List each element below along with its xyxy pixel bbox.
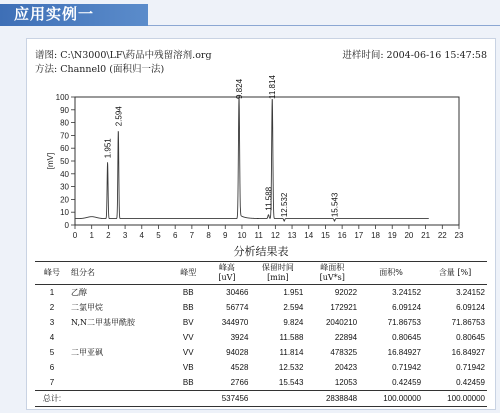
- table-cell: 总计:: [35, 391, 69, 407]
- y-tick-label: 60: [60, 144, 69, 154]
- x-tick-label: 19: [387, 231, 397, 240]
- method: 方法: Channel0 (面积归一法): [35, 64, 165, 75]
- table-cell: 4: [49, 333, 55, 342]
- results-table: [35, 261, 487, 407]
- table-cell: 15.543: [278, 378, 304, 387]
- x-tick-label: 5: [156, 231, 161, 240]
- table-row: [35, 315, 487, 330]
- table-cell: 5: [49, 348, 55, 357]
- column-header: 保留时间 [min]: [250, 262, 305, 285]
- table-cell: 56774: [226, 303, 249, 312]
- x-tick-label: 16: [337, 231, 347, 240]
- table-cell: VB: [182, 363, 194, 372]
- column-header: 面积%: [359, 262, 423, 285]
- table-cell: BV: [182, 318, 194, 327]
- table-cell: 2: [49, 303, 55, 312]
- column-header: 含量 [%]: [423, 262, 487, 285]
- column-header: 峰高 [uV]: [203, 262, 250, 285]
- table-cell: 92022: [334, 288, 358, 297]
- signal-trace: [75, 98, 429, 221]
- table-cell: 9.824: [283, 318, 304, 327]
- table-cell: BB: [182, 303, 194, 312]
- x-tick-label: 23: [454, 231, 464, 240]
- peak-label: 9.824: [235, 78, 245, 99]
- x-tick-label: 9: [223, 231, 228, 240]
- table-row: [35, 375, 487, 391]
- table-cell: [69, 375, 173, 391]
- table-cell: 6.09124: [392, 303, 422, 312]
- table-cell: [69, 391, 173, 407]
- x-tick-label: 0: [72, 231, 78, 240]
- y-tick-label: 40: [60, 169, 69, 179]
- table-cell: 1.951: [283, 288, 304, 297]
- table-cell: 0.42459: [392, 378, 422, 387]
- y-tick-label: 10: [60, 208, 69, 218]
- x-tick-label: 14: [304, 231, 314, 240]
- table-cell: 537456: [203, 391, 250, 407]
- y-tick-label: 90: [60, 105, 69, 115]
- table-cell: 22894: [334, 333, 358, 342]
- table-cell: 0.80645: [456, 333, 485, 342]
- total-row: [35, 391, 487, 407]
- chromatogram-path: 谱图: C:\N3000\LF\药品中残留溶剂.org: [35, 50, 212, 61]
- table-row: [35, 360, 487, 375]
- y-axis-label: [mV]: [46, 152, 55, 170]
- x-tick-label: 11: [254, 231, 263, 240]
- peak-label: 11.588: [264, 186, 274, 211]
- table-cell: 344970: [221, 318, 249, 327]
- y-tick-label: 0: [64, 221, 69, 230]
- table-row: [35, 300, 487, 315]
- peak-label: 15.543: [330, 192, 340, 218]
- column-header: 组分名: [69, 262, 173, 285]
- table-row: [35, 285, 487, 301]
- table-cell: 4528: [230, 363, 249, 372]
- table-cell: 30466: [226, 288, 249, 297]
- table-cell: 94028: [226, 348, 249, 357]
- y-tick-label: 50: [60, 157, 69, 166]
- x-tick-label: 17: [354, 231, 364, 240]
- run-time: 进样时间: 2004-06-16 15:47:58: [342, 50, 487, 61]
- table-cell: [69, 360, 173, 375]
- x-tick-label: 10: [237, 231, 247, 240]
- table-cell: 2838848: [305, 391, 359, 407]
- results-body: [35, 285, 487, 407]
- table-cell: 乙醇: [70, 288, 87, 297]
- x-tick-label: 1: [89, 231, 94, 240]
- peak-label: 11.814: [268, 75, 278, 99]
- table-cell: 100.00000: [359, 391, 423, 407]
- table-cell: [250, 391, 305, 407]
- table-cell: 6.09124: [456, 303, 485, 312]
- table-cell: 3: [49, 318, 55, 327]
- table-cell: BB: [182, 288, 194, 297]
- table-cell: 7: [49, 378, 55, 387]
- header-title: 应用实例一: [0, 4, 148, 26]
- column-header: 峰号: [35, 262, 69, 285]
- table-cell: 6: [49, 363, 55, 372]
- x-tick-label: 21: [421, 231, 431, 240]
- report-panel: [26, 38, 496, 410]
- table-cell: N,N二甲基甲酰胺: [70, 318, 135, 327]
- results-title: 分析结果表: [233, 245, 289, 258]
- table-cell: 478325: [330, 348, 358, 357]
- table-cell: [173, 391, 204, 407]
- table-cell: VV: [182, 333, 194, 342]
- table-cell: VV: [182, 348, 194, 357]
- x-tick-label: 2: [106, 231, 111, 240]
- peak-label: 2.594: [114, 106, 124, 127]
- x-tick-label: 3: [122, 231, 128, 240]
- table-row: [35, 345, 487, 360]
- table-cell: 0.80645: [392, 333, 422, 342]
- x-tick-label: 13: [287, 231, 297, 240]
- x-tick-label: 20: [404, 231, 414, 240]
- table-cell: 12.532: [278, 363, 304, 372]
- column-header: 峰面积 [uV*s]: [305, 262, 359, 285]
- table-cell: 1: [49, 288, 55, 297]
- table-cell: 2.594: [283, 303, 304, 312]
- table-cell: 16.84927: [451, 348, 485, 357]
- table-cell: 100.00000: [423, 391, 487, 407]
- table-cell: 16.84927: [387, 348, 422, 357]
- x-tick-label: 6: [172, 231, 178, 240]
- y-tick-label: 80: [60, 118, 69, 128]
- header-bar: [0, 0, 500, 30]
- table-cell: 3.24152: [392, 288, 422, 297]
- column-header: 峰型: [173, 262, 204, 285]
- table-cell: [69, 330, 173, 345]
- table-cell: BB: [182, 378, 194, 387]
- header-divider: [148, 25, 500, 26]
- peak-label: 1.951: [103, 138, 113, 159]
- x-tick-label: 18: [371, 231, 380, 240]
- table-cell: 11.814: [279, 348, 304, 357]
- table-cell: 2766: [230, 378, 249, 387]
- x-tick-label: 15: [320, 231, 330, 240]
- table-cell: 20423: [334, 363, 358, 372]
- table-row: [35, 330, 487, 345]
- table-cell: 3.24152: [456, 288, 485, 297]
- table-cell: 0.71942: [456, 363, 485, 372]
- chromatogram-chart: [27, 75, 497, 271]
- table-cell: 12053: [334, 378, 358, 387]
- x-tick-label: 7: [189, 231, 195, 240]
- peak-label: 12.532: [280, 192, 290, 218]
- table-cell: 2040210: [325, 318, 358, 327]
- x-tick-label: 8: [206, 231, 211, 240]
- y-tick-label: 30: [60, 182, 69, 192]
- x-tick-label: 12: [270, 231, 280, 240]
- table-cell: 71.86753: [387, 318, 422, 327]
- table-cell: 二甲亚砜: [70, 348, 103, 357]
- y-tick-label: 20: [60, 195, 69, 205]
- table-cell: 11.588: [279, 333, 304, 342]
- y-tick-label: 100: [55, 93, 69, 102]
- x-tick-label: 22: [437, 231, 447, 240]
- x-tick-label: 4: [139, 231, 145, 240]
- results-header-row: [35, 262, 487, 285]
- table-cell: 0.42459: [456, 378, 485, 387]
- table-cell: 172921: [330, 303, 358, 312]
- table-cell: 二氯甲烷: [70, 303, 103, 312]
- table-cell: 71.86753: [451, 318, 485, 327]
- table-cell: 3924: [230, 333, 249, 342]
- table-cell: 0.71942: [392, 363, 422, 372]
- y-tick-label: 70: [60, 131, 69, 141]
